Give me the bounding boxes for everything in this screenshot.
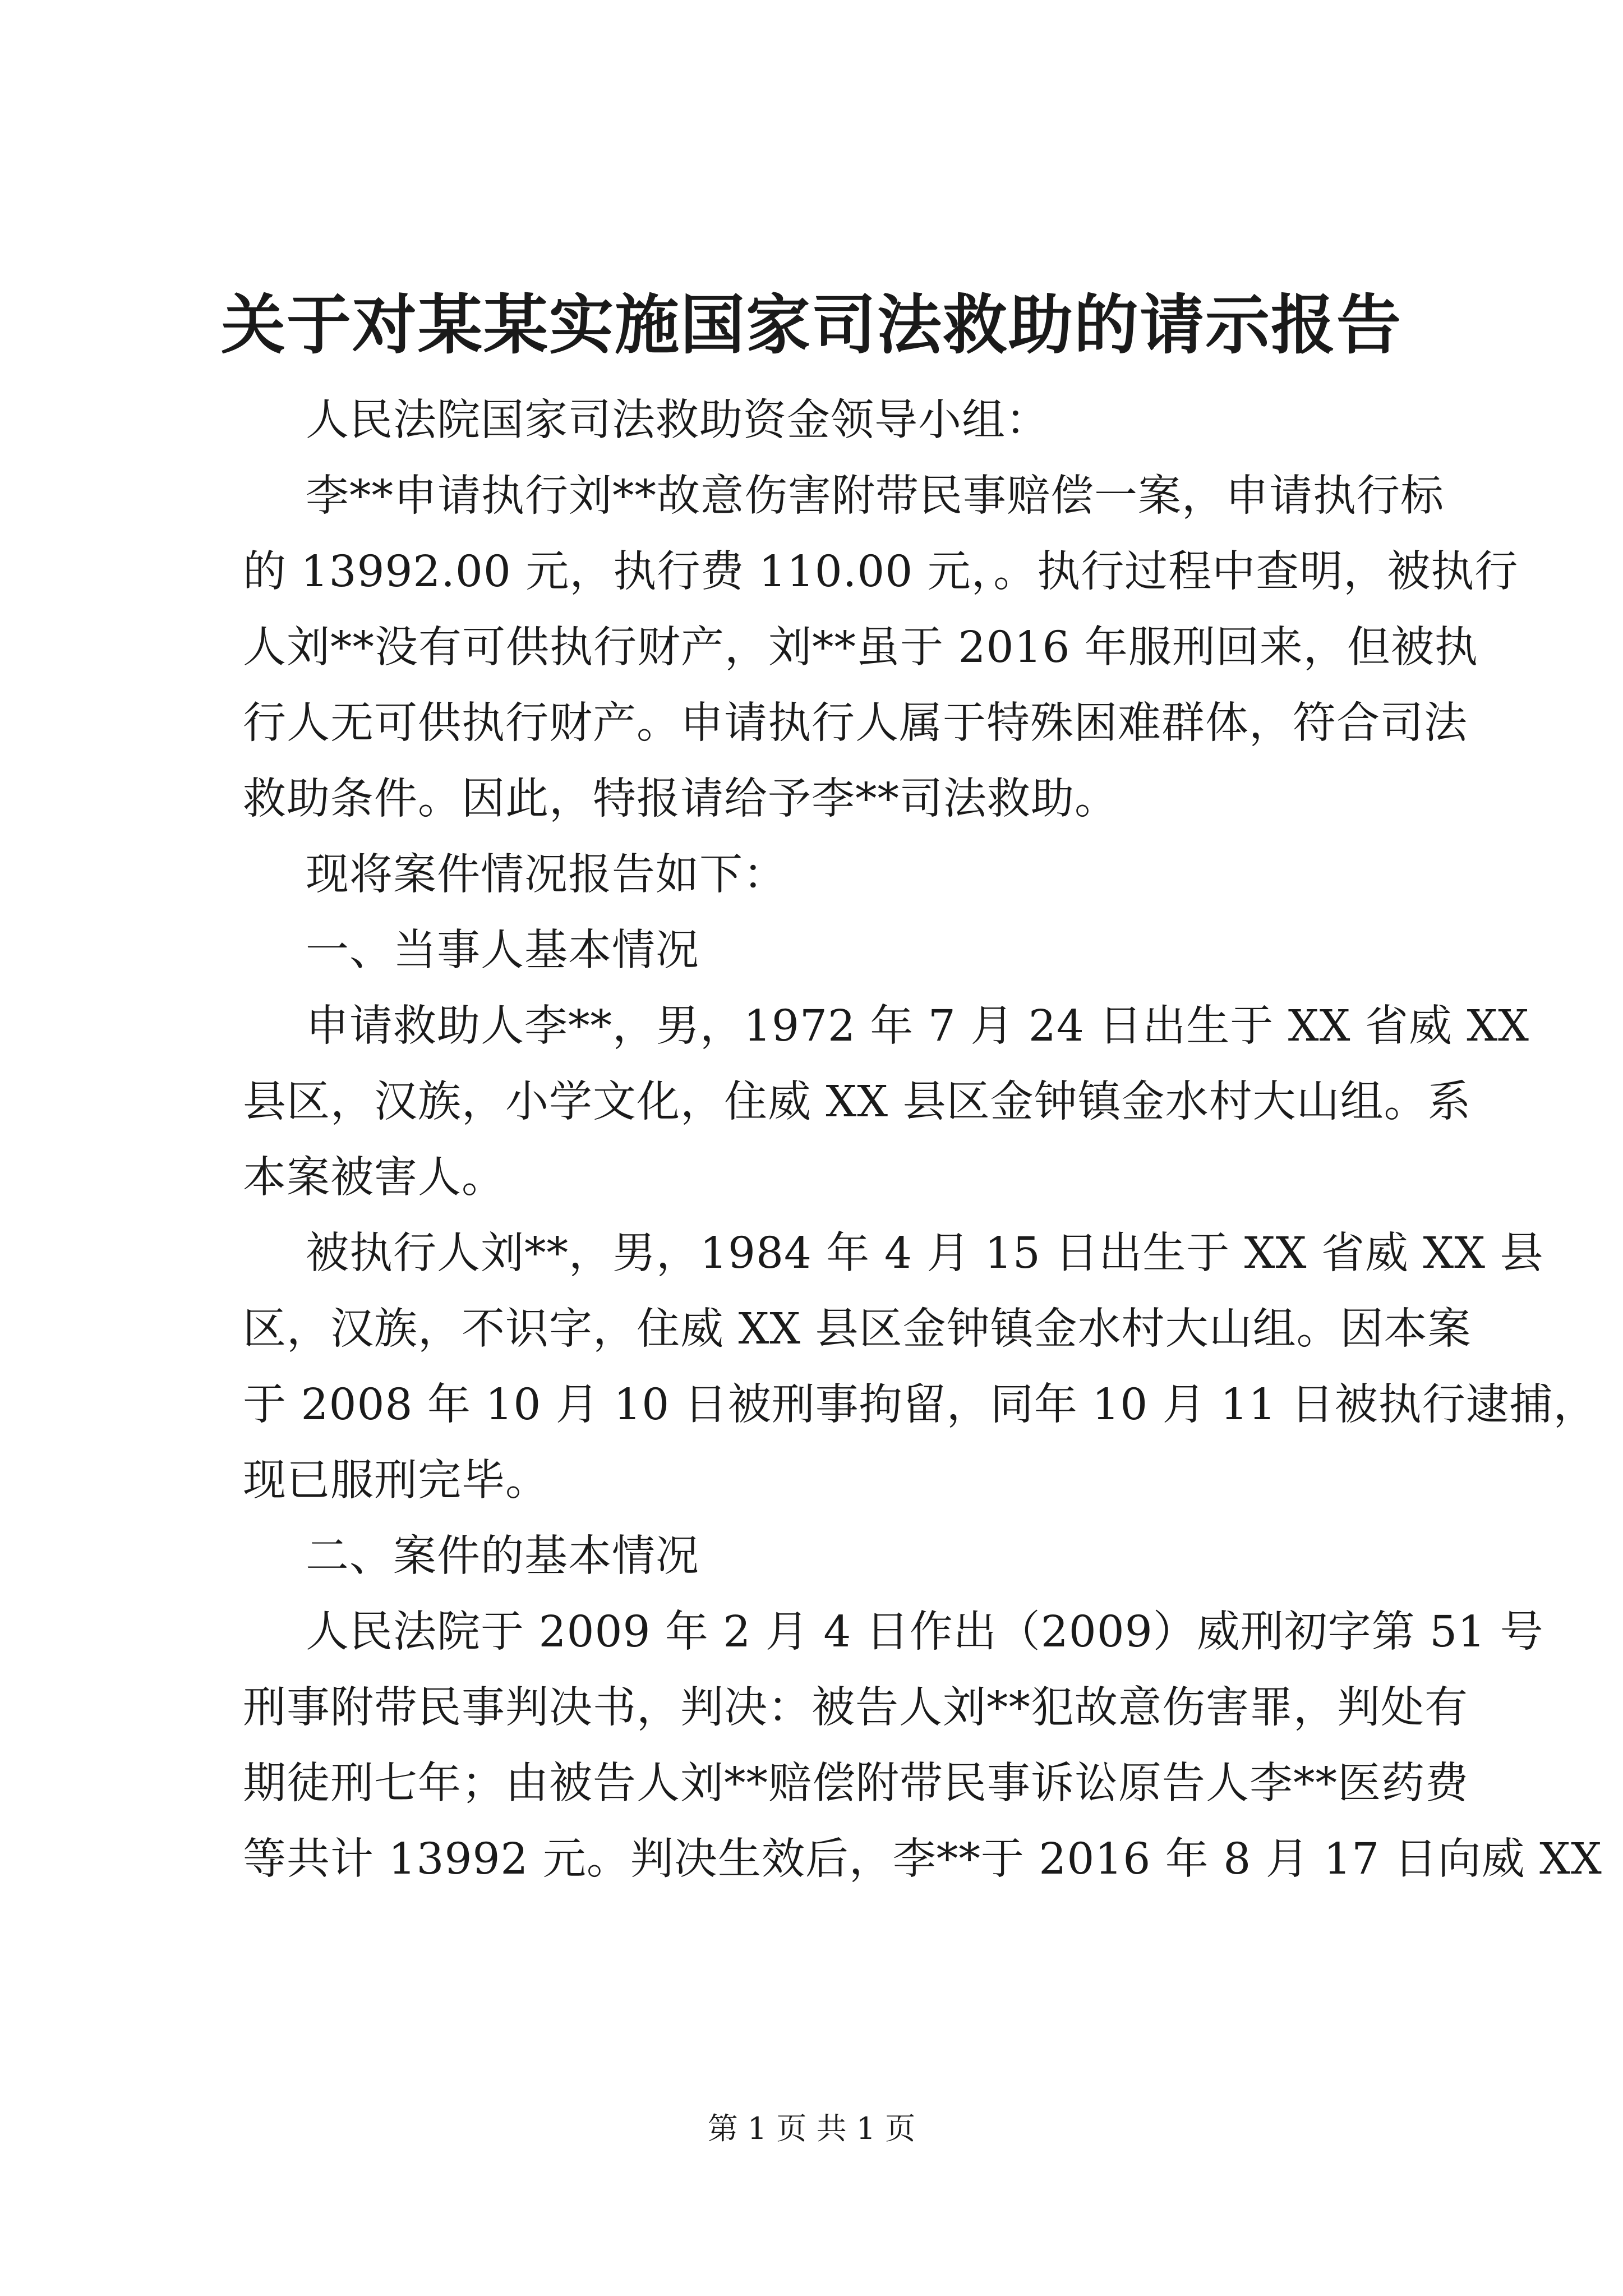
paragraph-line: 申请救助人李**，男，1972 年 7 月 24 日出生于 XX 省威 XX — [306, 1001, 1530, 1051]
paragraph-line: 李**申请执行刘**故意伤害附带民事赔偿一案，申请执行标 — [306, 471, 1444, 521]
salutation: 人民法院国家司法救助资金领导小组： — [306, 395, 1049, 445]
paragraph-line: 行人无可供执行财产。申请执行人属于特殊困难群体，符合司法 — [243, 698, 1468, 748]
page-footer: 第 1 页 共 1 页 — [707, 2111, 916, 2146]
paragraph-line: 现已服刑完毕。 — [243, 1456, 549, 1506]
paragraph-line: 救助条件。因此，特报请给予李**司法救助。 — [243, 774, 1118, 824]
paragraph-line: 本案被害人。 — [243, 1153, 505, 1203]
document-title: 关于对某某实施国家司法救助的请示报告 — [220, 287, 1402, 363]
paragraph-line: 的 13992.00 元，执行费 110.00 元，。执行过程中查明，被执行 — [243, 547, 1519, 597]
paragraph-line: 区，汉族，不识字，住威 XX 县区金钟镇金水村大山组。因本案 — [243, 1304, 1472, 1354]
paragraph-line: 等共计 13992 元。判决生效后，李**于 2016 年 8 月 17 日向威 XX — [243, 1834, 1602, 1884]
paragraph-line: 县区，汉族，小学文化，住威 XX 县区金钟镇金水村大山组。系 — [243, 1077, 1472, 1127]
paragraph-line: 现将案件情况报告如下： — [306, 850, 787, 900]
section-heading: 一、当事人基本情况 — [306, 926, 699, 976]
paragraph-line: 人民法院于 2009 年 2 月 4 日作出（2009）威刑初字第 51 号 — [306, 1607, 1544, 1657]
paragraph-line: 于 2008 年 10 月 10 日被刑事拘留，同年 10 月 11 日被执行逮捕， — [243, 1380, 1597, 1430]
paragraph-line: 被执行人刘**，男，1984 年 4 月 15 日出生于 XX 省威 XX 县 — [306, 1228, 1544, 1278]
paragraph-line: 刑事附带民事判决书，判决：被告人刘**犯故意伤害罪，判处有 — [243, 1683, 1468, 1733]
paragraph-line: 期徒刑七年；由被告人刘**赔偿附带民事诉讼原告人李**医药费 — [243, 1759, 1469, 1809]
section-heading: 二、案件的基本情况 — [306, 1531, 699, 1581]
paragraph-line: 人刘**没有可供执行财产，刘**虽于 2016 年服刑回来，但被执 — [243, 623, 1478, 673]
